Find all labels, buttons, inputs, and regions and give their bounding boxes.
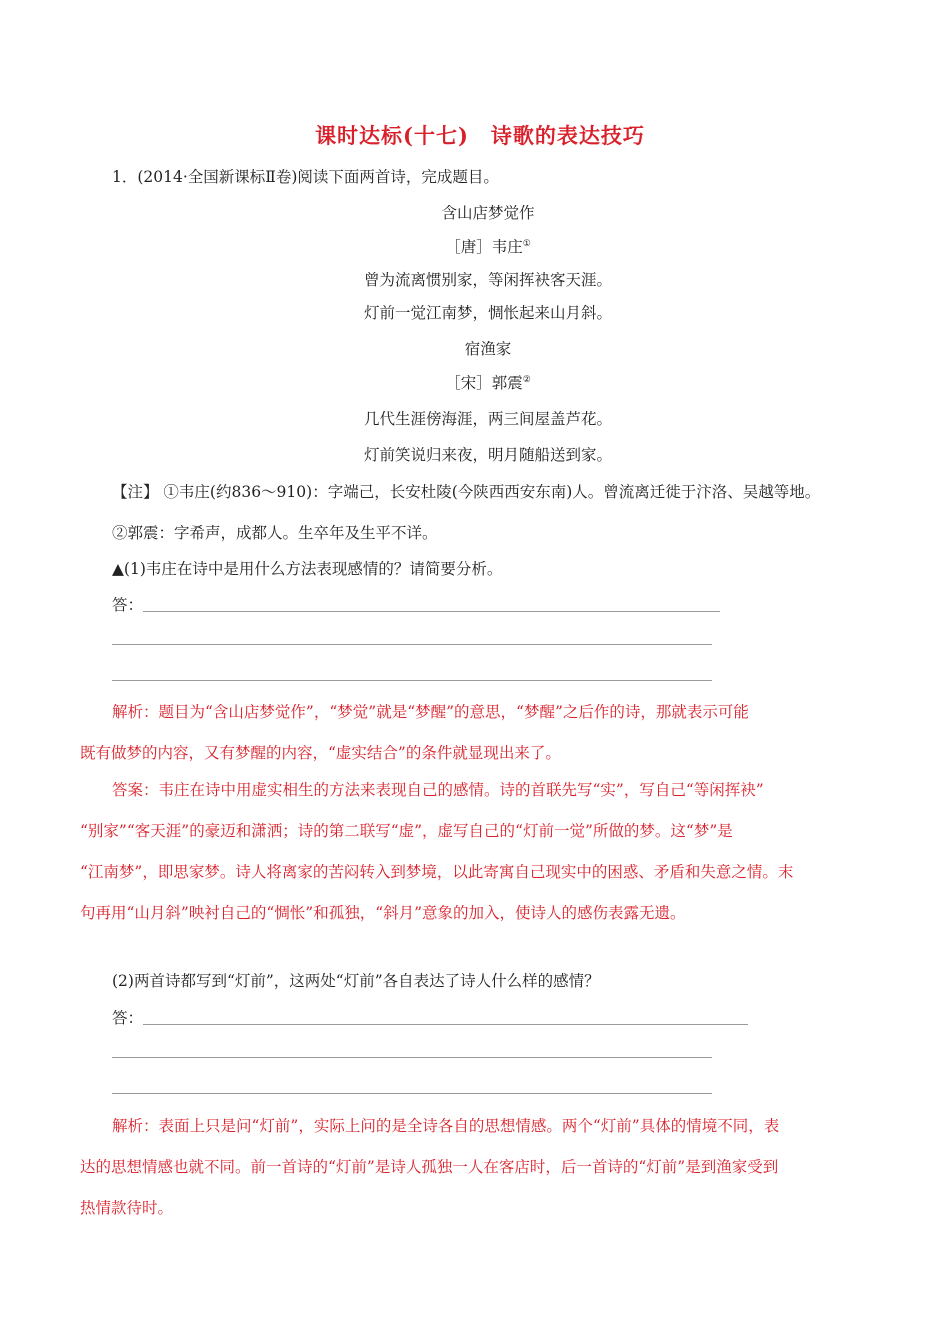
q2-analysis-line1: 解析：表面上只是问“灯前”，实际上问的是全诗各自的思想情感。两个“灯前”具体的情境不同，表 [112,1117,780,1135]
poem1-author-line [0,235,950,257]
poem2-line1: 几代生涯傍海涯，两三间屋盖芦花。 [363,410,612,428]
notes-line2: ②郭震：字希声，成都人。生卒年及生平不详。 [112,524,438,542]
poem2-line2: 灯前笑说归来夜，明月随船送到家。 [363,446,612,464]
poem2-title: 宿渔家 [464,340,512,358]
q1-prompt: ▲(1)韦庄在诗中是用什么方法表现感情的？请简要分析。 [112,560,503,578]
poem1-line1: 曾为流离惯别家，等闲挥袂客天涯。 [363,271,612,289]
poem1-author: ［唐］韦庄 [445,238,523,256]
page-title: 课时达标(十七) 诗歌的表达技巧 [315,123,645,148]
poem2-author-note: ② [522,374,531,385]
q2-answer-row [112,1006,748,1028]
poem1-title: 含山店梦觉作 [441,204,535,222]
q2-answer-line3[interactable] [112,1093,712,1094]
q1-analysis-line2: 既有做梦的内容，又有梦醒的内容，“虚实结合”的条件就显现出来了。 [80,744,561,762]
q1-answer-line1[interactable] [143,611,720,612]
q2-answer-line1[interactable] [143,1024,748,1025]
q1-answer-line2[interactable] [112,644,712,645]
q2-answer-line2[interactable] [112,1057,712,1058]
q2-analysis-line2: 达的思想情感也就不同。前一首诗的“灯前”是诗人孤独一人在客店时，后一首诗的“灯前”是到渔家受到 [80,1158,779,1176]
question-intro: 1．(2014·全国新课标Ⅱ卷)阅读下面两首诗，完成题目。 [112,168,499,186]
poem1-author-note: ① [522,238,531,249]
q1-answer-text-line1: 答案：韦庄在诗中用虚实相生的方法来表现自己的感情。诗的首联先写“实”，写自己“等闲挥袂” [112,781,764,799]
q1-answer-line3[interactable] [112,680,712,681]
q1-answer-text-line3: “江南梦”，即思家梦。诗人将离家的苦闷转入到梦境，以此寄寓自己现实中的困惑、矛盾和失意之情。末 [80,863,794,881]
poem2-author-line [0,371,950,393]
q1-answer-label: 答： [112,596,144,614]
q1-analysis-line1: 解析：题目为“含山店梦觉作”，“梦觉”就是“梦醒”的意思，“梦醒”之后作的诗，那就表示可能 [112,703,749,721]
q2-answer-label: 答： [112,1009,144,1027]
q2-prompt: (2)两首诗都写到“灯前”，这两处“灯前”各自表达了诗人什么样的感情？ [112,972,600,990]
poem1-line2: 灯前一觉江南梦，惆怅起来山月斜。 [363,304,612,322]
q1-answer-text-line4: 句再用“山月斜”映衬自己的“惆怅”和孤独，“斜月”意象的加入，使诗人的感伤表露无遗。 [80,904,686,922]
poem2-author: ［宋］郭震 [445,374,523,392]
q1-answer-text-line2: “别家”“客天涯”的豪迈和潇洒；诗的第二联写“虚”，虚写自己的“灯前一觉”所做的梦。这“梦”是 [80,822,733,840]
q2-analysis-line3: 热情款待时。 [80,1199,174,1217]
notes-line1: 【注】 ①韦庄(约836～910)：字端己，长安杜陵(今陕西西安东南)人。曾流离迁徙于汴洛、吴越等地。 [112,483,821,501]
q1-answer-row [112,593,720,615]
